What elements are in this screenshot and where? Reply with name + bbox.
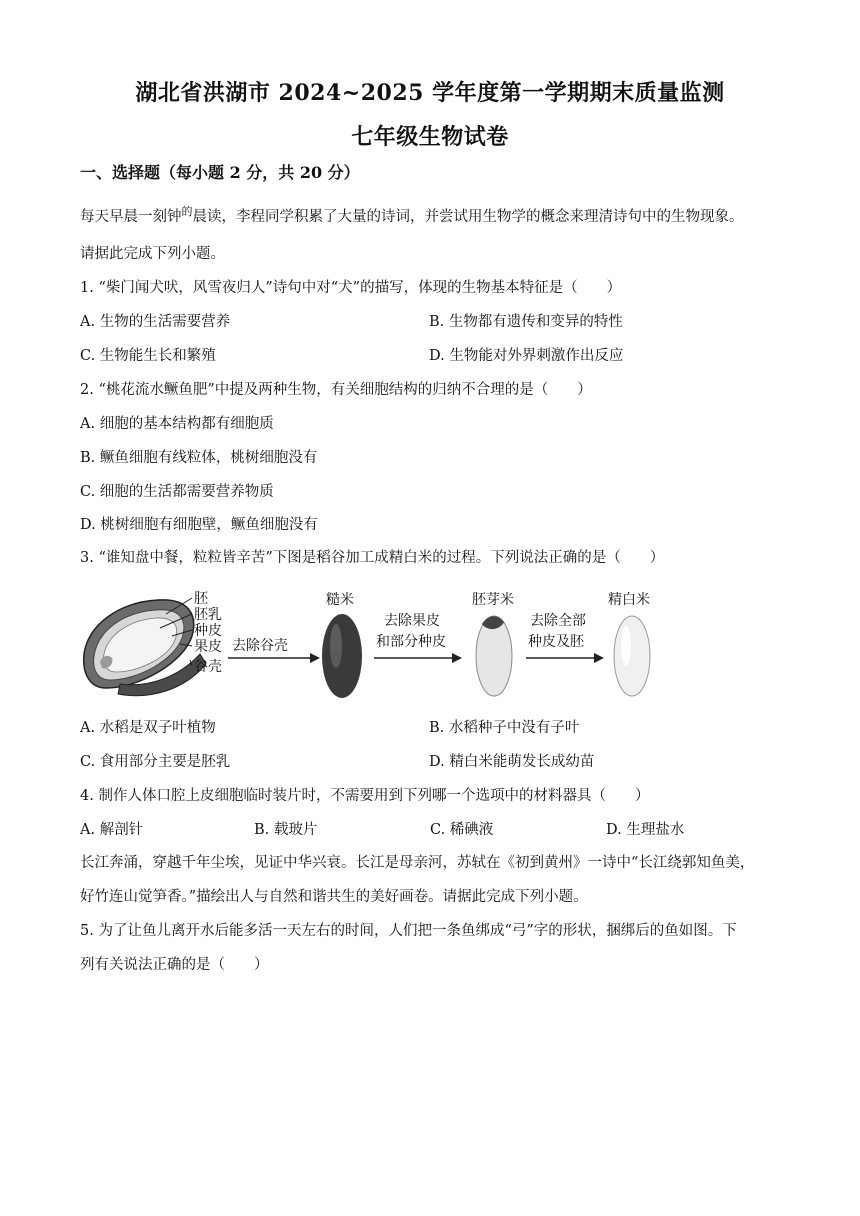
intro-text-a: 每天早晨一刻钟 [80,209,182,225]
q2-option-a: A. 细胞的基本结构都有细胞质 [80,416,274,432]
exam-subtitle: 七年级生物试卷 [351,124,509,150]
part-label-seed-coat: 种皮 [194,623,222,639]
stage-label-polished-rice: 精白米 [608,592,650,608]
q2-stem: 2. “桃花流水鳜鱼肥”中提及两种生物，有关细胞结构的归纳不合理的是（ ） [80,382,592,398]
intro-text-b: 晨读，李程同学积累了大量的诗词，并尝试用生物学的概念来理清诗句中的生物现象。 [192,209,744,225]
q2-option-b: B. 鳜鱼细胞有线粒体，桃树细胞没有 [80,450,318,466]
q4-option-d: D. 生理盐水 [606,822,685,838]
rice-grain-cross-section [84,600,206,696]
q4-option-c: C. 稀碘液 [430,822,494,838]
q2-option-c: C. 细胞的生活都需要营养物质 [80,484,274,500]
stage-label-germ-rice: 胚芽米 [472,592,514,608]
stage-label-brown-rice: 糙米 [326,592,354,608]
q1-option-c: C. 生物能生长和繁殖 [80,348,216,364]
q3-option-b: B. 水稻种子中没有子叶 [429,720,580,736]
part-label-embryo: 胚 [194,591,208,607]
brown-rice-grain [322,614,362,698]
step1-label: 去除谷壳 [232,638,288,654]
q2-option-d: D. 桃树细胞有细胞壁，鳜鱼细胞没有 [80,517,318,533]
q3-stem: 3. “谁知盘中餐，粒粒皆辛苦”下图是稻谷加工成精白米的过程。下列说法正确的是（ ） [80,550,665,566]
exam-title: 湖北省洪湖市 2024~2025 学年度第一学期期末质量监测 [135,80,725,106]
step2-label-line-1: 去除果皮 [384,613,440,629]
q4-option-b: B. 载玻片 [254,822,318,838]
intro-superscript: 的 [181,205,193,218]
part-label-pericarp: 果皮 [194,639,222,655]
q5-stem-line-1: 5. 为了让鱼儿离开水后能多活一天左右的时间，人们把一条鱼绑成“弓”字的形状，捆绑后的鱼如图。下 [80,923,737,939]
step3-label-line-1: 去除全部 [530,613,586,629]
rice-processing-figure [80,584,680,704]
q3-option-d: D. 精白米能萌发长成幼苗 [429,754,595,770]
intro-paragraph-1-line-2: 请据此完成下列小题。 [80,246,225,262]
q1-option-d: D. 生物能对外界刺激作出反应 [429,348,624,364]
arrow-right-icon [526,653,604,663]
q1-option-b: B. 生物都有遗传和变异的特性 [429,314,623,330]
step3-label-line-2: 种皮及胚 [528,634,584,650]
arrow-right-icon [228,653,320,663]
part-label-endosperm: 胚乳 [194,607,222,623]
step2-label-line-2: 和部分种皮 [376,634,446,650]
q5-stem-line-2: 列有关说法正确的是（ ） [80,957,269,973]
part-label-husk: 谷壳 [194,659,222,675]
q1-option-a: A. 生物的生活需要营养 [80,314,231,330]
q3-option-c: C. 食用部分主要是胚乳 [80,754,231,770]
intro-paragraph-2-line-2: 好竹连山觉笋香。”描绘出人与自然和谐共生的美好画卷。请据此完成下列小题。 [80,889,588,905]
intro-paragraph-1 [80,205,744,226]
arrow-right-icon [374,653,462,663]
q4-stem: 4. 制作人体口腔上皮细胞临时装片时，不需要用到下列哪一个选项中的材料器具（ ） [80,788,650,804]
polished-rice-grain [614,616,650,696]
q4-option-a: A. 解剖针 [80,822,144,838]
intro-paragraph-2-line-1: 长江奔涌，穿越千年尘埃，见证中华兴衰。长江是母亲河，苏轼在《初到黄州》一诗中“长江绕郭知鱼美， [80,855,755,871]
q1-stem: 1. “柴门闻犬吠，风雪夜归人”诗句中对“犬”的描写，体现的生物基本特征是（ ） [80,280,622,296]
section-heading: 一、选择题（每小题 2 分，共 20 分） [80,163,360,182]
q3-option-a: A. 水稻是双子叶植物 [80,720,216,736]
